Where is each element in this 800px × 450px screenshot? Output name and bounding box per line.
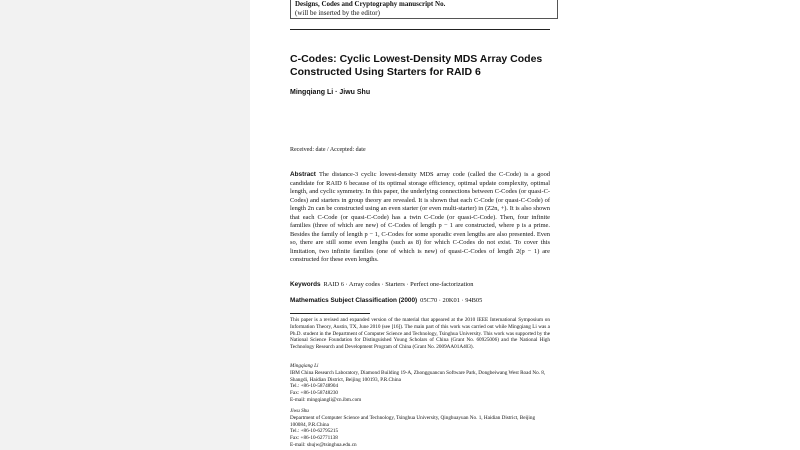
- left-margin: [0, 0, 250, 450]
- msc-text: 05C70 · 20K01 · 94B05: [420, 297, 483, 304]
- affiliation-1-fax: Fax: +86-10-58748230: [290, 390, 339, 397]
- msc-classification: [290, 297, 550, 306]
- paper-page: [250, 0, 800, 450]
- journal-header-box: [290, 0, 558, 19]
- footnote-rule: [290, 313, 370, 314]
- affiliation-2-tel: Tel.: +86-10-62795215: [290, 428, 339, 435]
- journal-note: (will be inserted by the editor): [295, 9, 380, 17]
- abstract-text: The distance-3 cyclic lowest-density MDS array code (called the C-Code) is a good candidate for RAID 6 because of its optimal storage efficiency, optimal update complexity, optimal length, and cyclic symmetry. In this paper, the underlying connections between C-Codes (or quasi-C-Codes) and starters in group theory are revealed. It is shown that each C-Code (or quasi-C-Code) of length 2n can be constructed using an even starter (or even multi-starter) in (Z2n, +). It is also shown that each C-Code (or quasi-C-Code) has a twin C-Code (or quasi-C-Code). Then, four infinite families (three of which are new) of C-Codes of length p − 1 are constructed, where p is a prime. Besides the family of length p − 1, C-Codes for some sporadic even lengths are also presented. Even so, there are still some even lengths (such as 8) for which C-Codes do not exist. To cover this limitation, two infinite families (one of which is new) of quasi-C-Codes of length 2(p − 1) are constructed for these even lengths.: [290, 171, 550, 263]
- msc-label: Mathematics Subject Classification (2000): [290, 297, 418, 304]
- abstract-label: Abstract: [290, 171, 316, 178]
- affiliation-2-fax: Fax: +86-10-62771138: [290, 435, 338, 442]
- affiliation-1-address: IBM China Research Laboratory, Diamond Building 19-A, Zhongguancun Software Park, Dongbeiwang West Road No. 8, Shangdi, Haidian District, Beijing 100193, P.R.China: [290, 369, 546, 383]
- affiliation-1: [290, 363, 550, 404]
- affiliation-2-address: Department of Computer Science and Technology, Tsinghua University, Qinghuayuan No. 1, Haidian District, Beijing 100084, P.R.China: [290, 414, 536, 428]
- keywords-label: Keywords: [290, 281, 321, 288]
- affiliation-2-email: E-mail: shujw@tsinghua.edu.cn: [290, 441, 357, 448]
- affiliation-2-name: Jiwu Shu: [290, 408, 309, 414]
- affiliation-1-email: E-mail: mingqiangli@cn.ibm.com: [290, 396, 362, 403]
- affiliation-1-tel: Tel.: +86-10-58748904: [290, 383, 339, 390]
- keywords: [290, 281, 550, 290]
- paper-title: C-Codes: Cyclic Lowest-Density MDS Array Codes Constructed Using Starters for RAID 6: [290, 53, 543, 78]
- journal-name: Designs, Codes and Cryptography manuscript No.: [295, 0, 446, 8]
- abstract: [290, 171, 550, 265]
- keywords-text: RAID 6 · Array codes · Starters · Perfect one-factorization: [323, 281, 474, 288]
- received-date: Received: date / Accepted: date: [290, 147, 366, 153]
- affiliation-2: [290, 408, 550, 449]
- title-top-rule: [290, 29, 550, 30]
- paper-authors: Mingqiang Li · Jiwu Shu: [290, 89, 371, 96]
- footnote: This paper is a revised and expanded version of the material that appeared at the 2010 IEEE International Symposium on Information Theory, Austin, TX, June 2010 (see [16]). The main part of this work was carried out while Mingqiang Li was a Ph.D. student in the Department of Computer Science and Technology, Tsinghua University. This work was supported by the National Science Foundation for Distinguished Young Scholars of China (Grant No. 60925006) and the National High Technology Research and Development Program of China (Grant No. 2009AA01A403).: [290, 317, 550, 351]
- affiliation-1-name: Mingqiang Li: [290, 363, 319, 369]
